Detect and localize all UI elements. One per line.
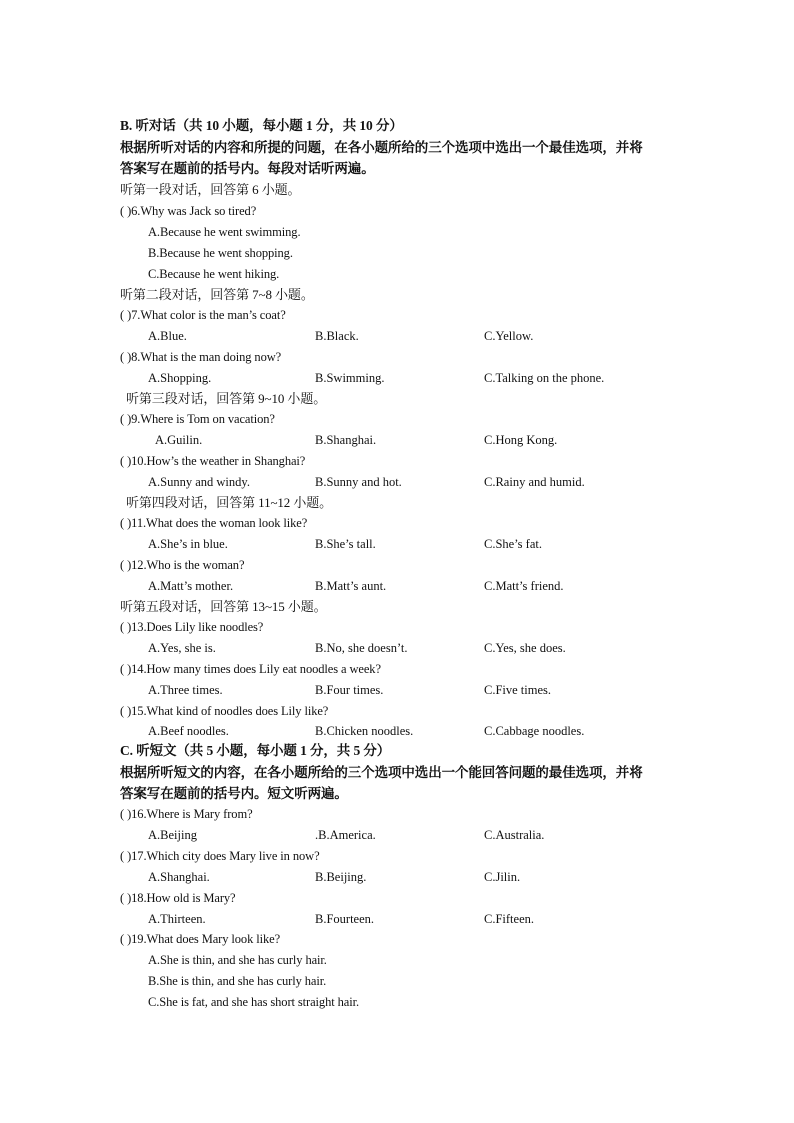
q10-option-c: C.Rainy and humid. <box>484 475 585 489</box>
section-b-heading: B. 听对话（共 10 小题，每小题 1 分，共 10 分） <box>120 118 403 133</box>
question-7: ( )7.What color is the man’s coat? <box>120 308 286 322</box>
q13-option-a: A.Yes, she is. <box>148 641 216 655</box>
question-9: ( )9.Where is Tom on vacation? <box>120 412 275 426</box>
q14-option-c: C.Five times. <box>484 683 552 697</box>
q17-option-a: A.Shanghai. <box>148 870 210 884</box>
q11-option-b: B.She’s tall. <box>315 537 376 551</box>
section-c-heading: C. 听短文（共 5 小题，每小题 1 分，共 5 分） <box>120 743 391 758</box>
q13-option-c: C.Yes, she does. <box>484 641 566 655</box>
q9-option-b: B.Shanghai. <box>315 433 377 447</box>
section-b-instruction-2: 答案写在题前的括号内。每段对话听两遍。 <box>120 161 375 176</box>
q16-option-c: C.Australia. <box>484 828 545 842</box>
q15-option-a: A.Beef noodles. <box>148 724 229 738</box>
q18-option-a: A.Thirteen. <box>148 912 206 926</box>
question-19: ( )19.What does Mary look like? <box>120 932 281 946</box>
question-10: ( )10.How’s the weather in Shanghai? <box>120 454 306 468</box>
question-17: ( )17.Which city does Mary live in now? <box>120 849 320 863</box>
q6-option-a: A.Because he went swimming. <box>148 225 301 239</box>
question-11: ( )11.What does the woman look like? <box>120 516 308 530</box>
q13-option-b: B.No, she doesn’t. <box>315 641 408 655</box>
q17-option-b: B.Beijing. <box>315 870 367 884</box>
question-6: ( )6.Why was Jack so tired? <box>120 204 257 218</box>
section-b-instruction-1: 根据所听对话的内容和所提的问题，在各小题所给的三个选项中选出一个最佳选项，并将 <box>120 140 643 155</box>
question-18: ( )18.How old is Mary? <box>120 891 236 905</box>
q14-option-b: B.Four times. <box>315 683 384 697</box>
q12-option-b: B.Matt’s aunt. <box>315 579 387 593</box>
q19-option-a: A.She is thin, and she has curly hair. <box>148 953 327 967</box>
segment-2-label: 听第二段对话，回答第 7~8 小题。 <box>120 287 314 302</box>
question-13: ( )13.Does Lily like noodles? <box>120 620 264 634</box>
q19-option-c: C.She is fat, and she has short straight hair. <box>148 995 359 1009</box>
q7-option-b: B.Black. <box>315 329 359 343</box>
question-12: ( )12.Who is the woman? <box>120 558 245 572</box>
q7-option-a: A.Blue. <box>148 329 187 343</box>
segment-3-label: 听第三段对话，回答第 9~10 小题。 <box>126 391 327 406</box>
q18-option-c: C.Fifteen. <box>484 912 534 926</box>
q18-option-b: B.Fourteen. <box>315 912 375 926</box>
q11-option-c: C.She’s fat. <box>484 537 542 551</box>
q10-option-b: B.Sunny and hot. <box>315 475 402 489</box>
q8-option-b: B.Swimming. <box>315 371 385 385</box>
q17-option-c: C.Jilin. <box>484 870 521 884</box>
q11-option-a: A.She’s in blue. <box>148 537 228 551</box>
q12-option-c: C.Matt’s friend. <box>484 579 564 593</box>
segment-5-label: 听第五段对话，回答第 13~15 小题。 <box>120 599 327 614</box>
question-15: ( )15.What kind of noodles does Lily like? <box>120 704 329 718</box>
q6-option-c: C.Because he went hiking. <box>148 267 280 281</box>
q10-option-a: A.Sunny and windy. <box>148 475 250 489</box>
section-c-instruction-2: 答案写在题前的括号内。短文听两遍。 <box>120 786 348 801</box>
q19-option-b: B.She is thin, and she has curly hair. <box>148 974 327 988</box>
q7-option-c: C.Yellow. <box>484 329 534 343</box>
q6-option-b: B.Because he went shopping. <box>148 246 293 260</box>
segment-1-label: 听第一段对话，回答第 6 小题。 <box>120 182 301 197</box>
question-8: ( )8.What is the man doing now? <box>120 350 282 364</box>
q8-option-c: C.Talking on the phone. <box>484 371 605 385</box>
q16-option-b: .B.America. <box>315 828 376 842</box>
q15-option-c: C.Cabbage noodles. <box>484 724 585 738</box>
q8-option-a: A.Shopping. <box>148 371 212 385</box>
q12-option-a: A.Matt’s mother. <box>148 579 234 593</box>
q14-option-a: A.Three times. <box>148 683 223 697</box>
q15-option-b: B.Chicken noodles. <box>315 724 414 738</box>
segment-4-label: 听第四段对话，回答第 11~12 小题。 <box>126 495 333 510</box>
q16-option-a: A.Beijing <box>148 828 197 842</box>
q9-option-a: A.Guilin. <box>155 433 203 447</box>
question-14: ( )14.How many times does Lily eat noodles a week? <box>120 662 381 676</box>
section-c-instruction-1: 根据所听短文的内容，在各小题所给的三个选项中选出一个能回答问题的最佳选项，并将 <box>120 765 643 780</box>
q9-option-c: C.Hong Kong. <box>484 433 558 447</box>
question-16: ( )16.Where is Mary from? <box>120 807 253 821</box>
